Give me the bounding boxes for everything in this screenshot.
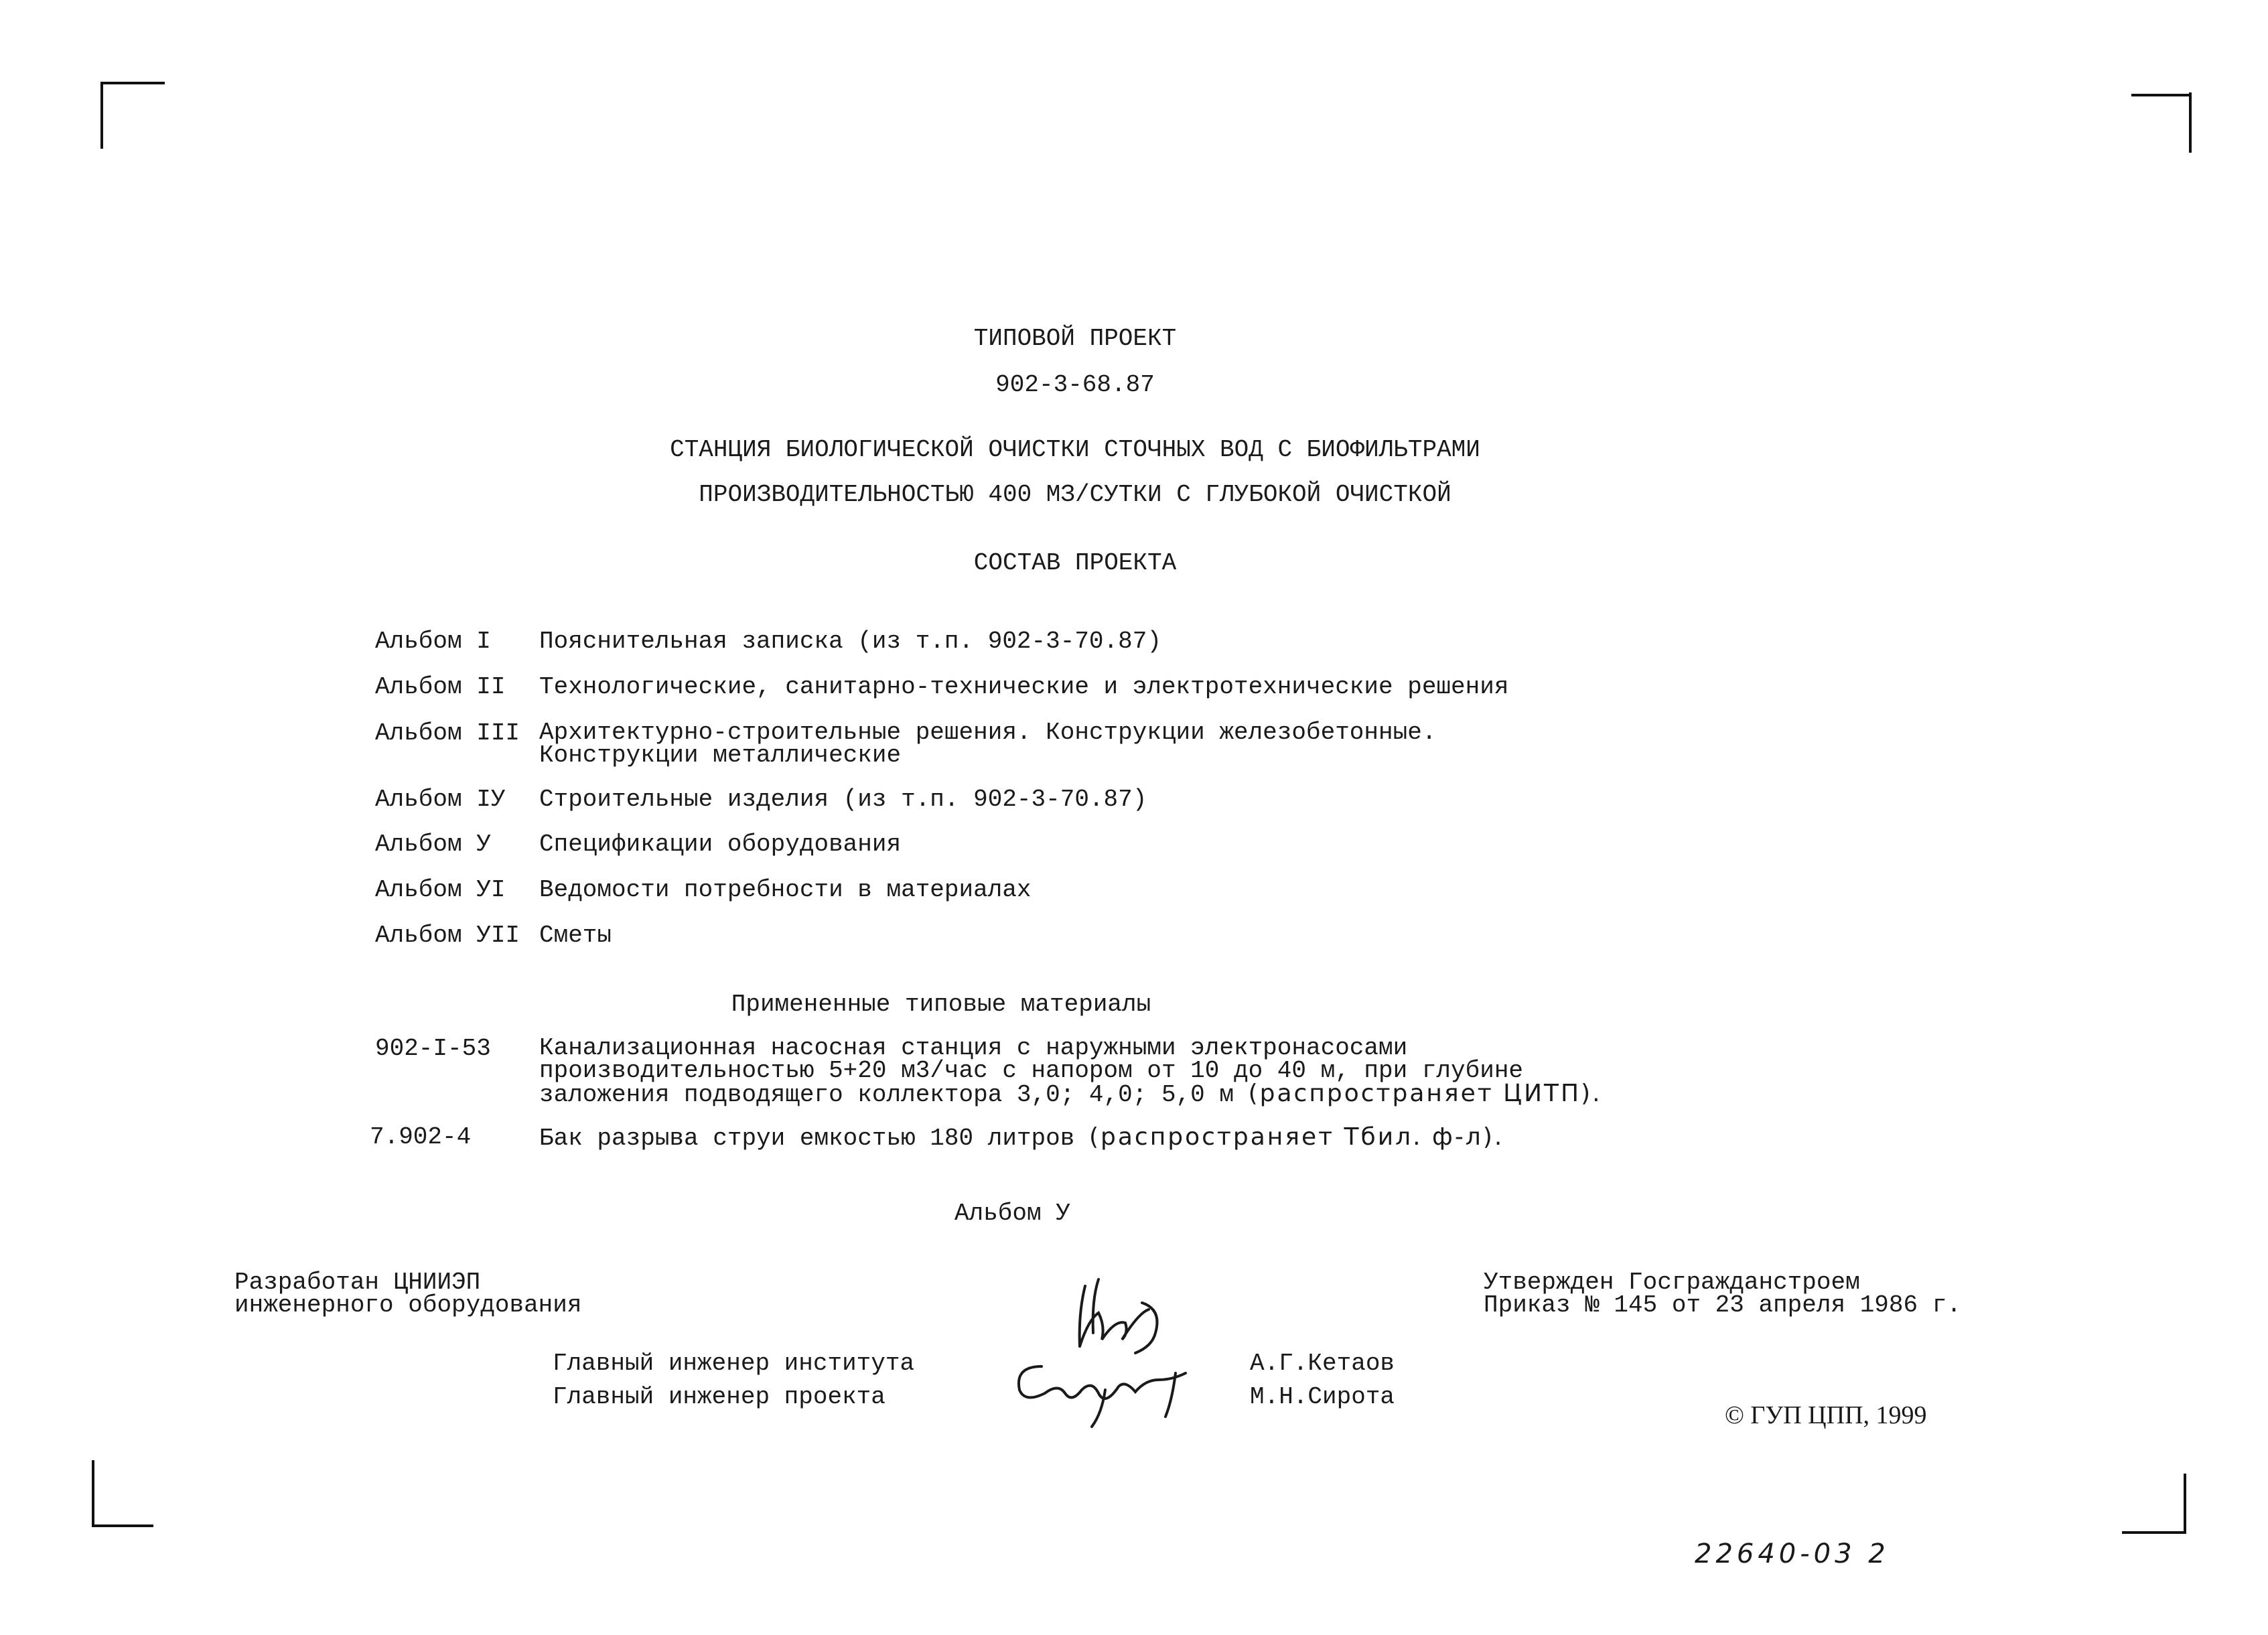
- material-code: 7.902-4: [370, 1123, 472, 1151]
- material-description: Бак разрыва струи емкостью 180 литров (распространяет Тбил. ф-л).: [539, 1123, 1504, 1152]
- album-description-line: Архитектурно-строительные решения. Конструкции железобетонные.: [539, 719, 1437, 746]
- album-label: Альбом I: [375, 628, 491, 655]
- developer-block: [234, 1271, 581, 1317]
- album-label: Альбом УII: [375, 922, 520, 949]
- album-description: Пояснительная записка (из т.п. 902-3-70.87): [539, 628, 1161, 655]
- material-distribution-note: (распространяет ЦИТП).: [1248, 1080, 1602, 1107]
- album-description: Строительные изделия (из т.п. 902-3-70.87): [539, 786, 1147, 813]
- project-type: ТИПОВОЙ ПРОЕКТ: [973, 325, 1177, 352]
- album-description: [539, 721, 1436, 767]
- material-description-line: Канализационная насосная станция с наружными электронасосами: [539, 1034, 1408, 1062]
- developer-line-1: Разработан ЦНИИЭП: [234, 1269, 481, 1296]
- section-title: СОСТАВ ПРОЕКТА: [973, 549, 1177, 577]
- material-description: [539, 1034, 1602, 1109]
- material-description-line: заложения подводящего коллектора 3,0; 4,0; 5,0 м (распространяет ЦИТП).: [539, 1080, 1602, 1109]
- signature-name: А.Г.Кетаов: [1250, 1350, 1395, 1377]
- title-line-2: ПРОИЗВОДИТЕЛЬНОСТЬЮ 400 МЗ/СУТКИ С ГЛУБОКОЙ ОЧИСТКОЙ: [699, 481, 1451, 508]
- album-description-line: Конструкции металлические: [539, 741, 902, 769]
- album-label: Альбом У: [375, 831, 491, 858]
- current-album: Альбом У: [954, 1200, 1070, 1227]
- album-description: Ведомости потребности в материалах: [539, 876, 1032, 904]
- album-description: Спецификации оборудования: [539, 831, 902, 858]
- album-label: Альбом УI: [375, 876, 506, 904]
- approval-block: [1484, 1271, 1961, 1317]
- title-line-1: СТАНЦИЯ БИОЛОГИЧЕСКОЙ ОЧИСТКИ СТОЧНЫХ ВОД С БИОФИЛЬТРАМИ: [670, 436, 1480, 464]
- copyright: © ГУП ЦПП, 1999: [1725, 1401, 1927, 1429]
- album-label: Альбом II: [375, 673, 506, 701]
- material-description-line: производительностью 5+20 м3/час с напором от 10 до 40 м, при глубине: [539, 1057, 1524, 1084]
- signature-role: Главный инженер проекта: [553, 1383, 885, 1411]
- material-code: 902-I-53: [375, 1035, 491, 1062]
- album-label: Альбом III: [375, 719, 520, 747]
- developer-line-2: инженерного оборудования: [234, 1291, 582, 1319]
- inventory-number: 22640-03 2: [1695, 1539, 1890, 1569]
- approval-line-2: Приказ № 145 от 23 апреля 1986 г.: [1484, 1291, 1961, 1319]
- signature-name: М.Н.Сирота: [1250, 1383, 1395, 1411]
- signature-role: Главный инженер института: [553, 1350, 915, 1377]
- album-description: Технологические, санитарно-технические и электротехнические решения: [539, 673, 1509, 701]
- material-distribution-note: (распространяет Тбил. ф-л).: [1088, 1123, 1504, 1151]
- album-label: Альбом IУ: [375, 786, 506, 813]
- album-description: Сметы: [539, 922, 612, 949]
- handwritten-signatures: [1005, 1273, 1226, 1433]
- approval-line-1: Утвержден Госгражданстроем: [1484, 1269, 1860, 1296]
- project-number: 902-3-68.87: [995, 371, 1155, 399]
- materials-heading: Примененные типовые материалы: [731, 991, 1151, 1018]
